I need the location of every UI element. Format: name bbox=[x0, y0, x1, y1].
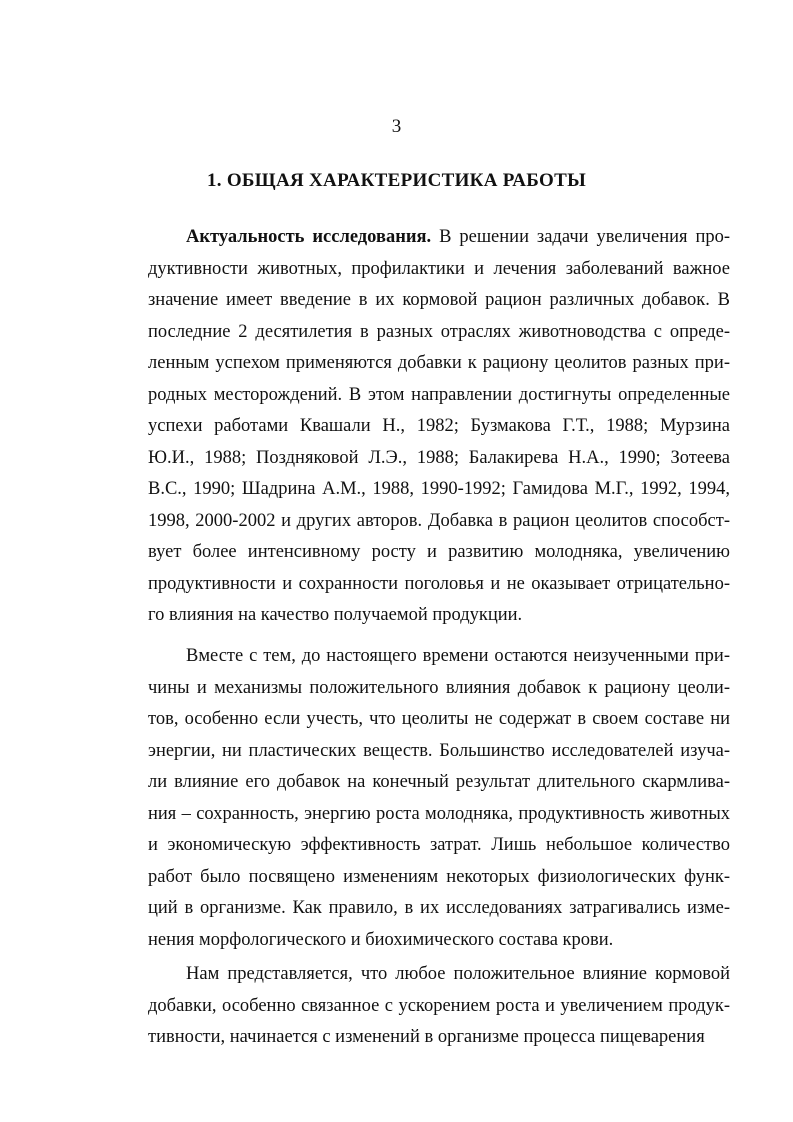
paragraph-line: Вместе с тем, до настоящего времени остаются неизученными при- bbox=[186, 646, 730, 666]
paragraph-line: и экономическую эффективность затрат. Лишь небольшое количество bbox=[148, 835, 730, 855]
paragraph-line: В.С., 1990; Шадрина А.М., 1988, 1990-1992; Гамидова М.Г., 1992, 1994, bbox=[148, 479, 730, 499]
paragraph-line: последние 2 десятилетия в разных отраслях животноводства с опреде- bbox=[148, 321, 730, 342]
paragraph-hypothesis bbox=[148, 959, 730, 1054]
paragraph-line: продуктивности и сохранности поголовья и не оказывает отрицательно- bbox=[148, 573, 730, 594]
paragraph-line: значение имеет введение в их кормовой рацион различных добавок. В bbox=[148, 290, 730, 310]
paragraph-line: энергии, ни пластических веществ. Большинство исследователей изуча- bbox=[148, 740, 730, 761]
section-title: 1. ОБЩАЯ ХАРАКТЕРИСТИКА РАБОТЫ bbox=[206, 170, 587, 191]
paragraph-line: успехи работами Квашали Н., 1982; Бузмакова Г.Т., 1988; Мурзина bbox=[148, 416, 730, 436]
paragraph-line: го влияния на качество получаемой продукции. bbox=[148, 605, 523, 625]
paragraph-line: дуктивности животных, профилактики и лечения заболеваний важное bbox=[148, 258, 730, 279]
paragraph-lead-heading: Актуальность исследования. bbox=[186, 227, 432, 247]
page-number: 3 bbox=[391, 116, 402, 137]
paragraph-line: вует более интенсивному росту и развитию молодняка, увеличению bbox=[148, 542, 730, 562]
paragraph-line: Нам представляется, что любое положительное влияние кормовой bbox=[186, 964, 730, 984]
paragraph-mechanisms bbox=[148, 641, 730, 956]
paragraph-line: тивности, начинается с изменений в организме процесса пищеварения bbox=[148, 1027, 705, 1047]
paragraph-line-text: В решении задачи увеличения про- bbox=[431, 227, 730, 247]
paragraph-line bbox=[148, 222, 730, 254]
paragraph-line: добавки, особенно связанное с ускорением роста и увеличением продук- bbox=[148, 995, 730, 1016]
paragraph-line: ленным успехом применяются добавки к рациону цеолитов разных при- bbox=[148, 353, 730, 373]
paragraph-line: чины и механизмы положительного влияния добавок к рациону цеоли- bbox=[148, 677, 730, 698]
paragraph-line: Ю.И., 1988; Поздняковой Л.Э., 1988; Балакирева Н.А., 1990; Зотеева bbox=[148, 447, 730, 468]
paragraph-line: 1998, 2000-2002 и других авторов. Добавка в рацион цеолитов способст- bbox=[148, 510, 730, 531]
paragraph-relevance bbox=[148, 222, 730, 632]
paragraph-line: нения морфологического и биохимического состава крови. bbox=[148, 929, 614, 950]
paragraph-line: тов, особенно если учесть, что цеолиты не содержат в своем составе ни bbox=[148, 709, 730, 729]
paragraph-line: работ было посвящено изменениям некоторых физиологических функ- bbox=[148, 866, 730, 887]
paragraph-line: ния – сохранность, энергию роста молодняка, продуктивность животных bbox=[148, 803, 730, 824]
paragraph-line: ли влияние его добавок на конечный результат длительного скармлива- bbox=[148, 772, 730, 792]
paragraph-line: родных месторождений. В этом направлении достигнуты определенные bbox=[148, 384, 730, 405]
paragraph-line: ций в организме. Как правило, в их исследованиях затрагивались изме- bbox=[148, 898, 730, 918]
